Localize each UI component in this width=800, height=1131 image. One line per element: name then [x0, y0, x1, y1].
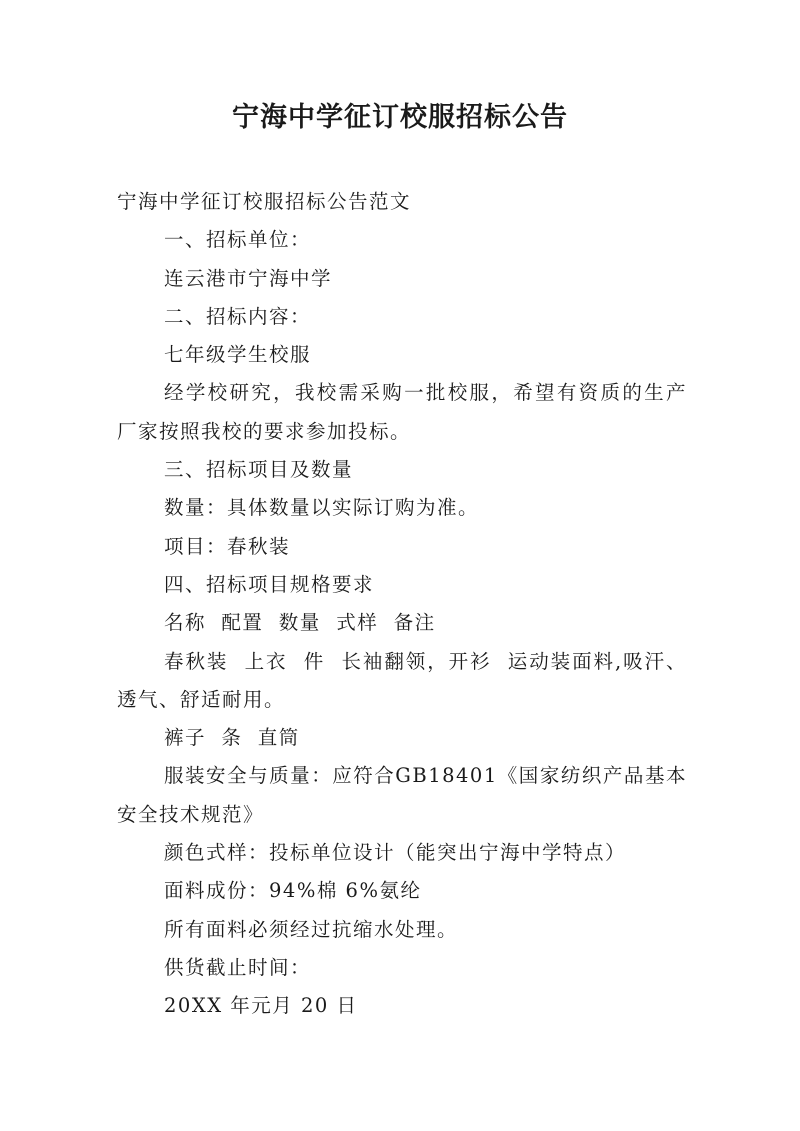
paragraph-quantity: 数量：具体数量以实际订购为准。 — [164, 496, 480, 520]
paragraph-deadline-date: 20XX 年元月 20 日 — [164, 994, 358, 1018]
paragraph-spec-header: 名称 配置 数量 式样 备注 — [164, 611, 436, 635]
paragraph-color-style: 颜色式样：投标单位设计（能突出宁海中学特点） — [164, 841, 627, 865]
paragraph-spec-jacket: 春秋装 上衣 件 长袖翻领，开衫 运动装面料,吸汗、透气、舒适耐用。 — [117, 649, 687, 711]
paragraph-section-4-heading: 四、招标项目规格要求 — [164, 572, 375, 596]
paragraph-bidding-content: 七年级学生校服 — [164, 343, 312, 367]
document-body — [117, 183, 687, 1026]
paragraph-spec-trousers: 裤子 条 直筒 — [164, 726, 300, 750]
paragraph-item: 项目：春秋装 — [164, 534, 291, 558]
paragraph-shrink-treatment: 所有面料必须经过抗缩水处理。 — [164, 917, 459, 941]
document-title: 宁海中学征订校服招标公告 — [232, 102, 568, 133]
paragraph-section-1-heading: 一、招标单位： — [164, 228, 312, 252]
paragraph-subtitle: 宁海中学征订校服招标公告范文 — [117, 190, 412, 213]
paragraph-safety-quality: 服装安全与质量：应符合GB18401《国家纺织产品基本安全技术规范》 — [117, 764, 687, 826]
paragraph-bidding-unit: 连云港市宁海中学 — [164, 266, 333, 290]
paragraph-section-2-heading: 二、招标内容： — [164, 304, 312, 328]
paragraph-section-3-heading: 三、招标项目及数量 — [164, 458, 354, 482]
paragraph-deadline-heading: 供货截止时间： — [164, 955, 312, 979]
paragraph-fabric: 面料成份：94%棉 6%氨纶 — [164, 879, 422, 903]
paragraph-purchase-intro: 经学校研究，我校需采购一批校服，希望有资质的生产厂家按照我校的要求参加投标。 — [117, 381, 687, 443]
